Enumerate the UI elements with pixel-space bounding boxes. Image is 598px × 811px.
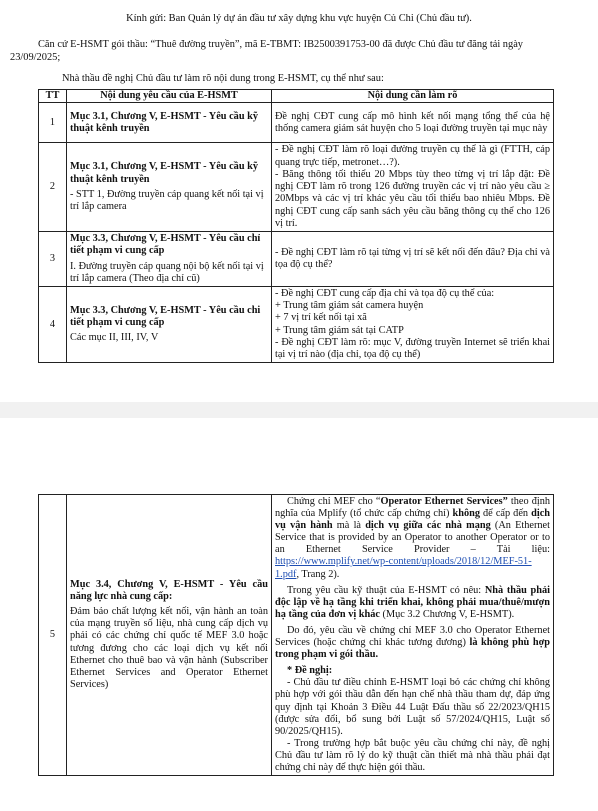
table-row <box>39 287 554 363</box>
table-row <box>39 103 554 143</box>
addressee-line: Kính gửi: Ban Quản lý dự án đầu tư xây dựng khu vực huyện Củ Chi (Chủ đầu tư). <box>126 13 472 24</box>
text-run: (An Ethernet Service that is provided by an Operator to another Operator or to an Ethernet Service Provider – Tài liệu: <box>275 520 550 556</box>
mef-document-link[interactable]: https://www.mplify.net/wp-content/uploads/2018/12/MEF-51-1.pdf <box>275 556 532 580</box>
mef-definition-paragraph <box>275 496 550 581</box>
text-run: để cấp đến <box>479 508 532 520</box>
requirement-title: Mục 3.3, Chương V, E-HSMT - Yêu cầu chỉ tiết phạm vi cung cấp <box>70 233 261 257</box>
text-run: theo định nghĩa của Mplify (tổ chức cấp chứng chỉ) <box>275 496 551 520</box>
requirement-cell <box>67 287 272 363</box>
clarification-text: - Băng thông tối thiểu 20 Mbps tùy theo từng vị trí lắp đặt: Đề nghị CĐT làm rõ trong 126 đường truyền các vị trí nào yêu cầu ≥ 20Mbps và các vị trí khác yêu cầu tối thiểu bao nhiêu Mbps. Đề nghị CĐT cung cấp sanh sách yêu cầu băng thông cụ thể cho 126 vị trí. <box>275 168 550 229</box>
table-row <box>39 232 554 287</box>
clarification-text: - Đề nghị CĐT làm rõ: mục V, đường truyền Internet sẽ triển khai tại vị trí nào (địa chỉ, tọa độ cụ thể) <box>275 336 550 361</box>
header-tt: TT <box>39 90 67 103</box>
bold-run: Nhà thầu phải độc lập về hạ tầng khi triển khai, không phải mua/thuê/mượn hạ tầng của đơn vị khác <box>275 584 551 620</box>
clarification-table-continued <box>38 494 554 776</box>
clarification-text: + Trung tâm giám sát camera huyện <box>275 300 424 312</box>
requirement-detail: Các mục II, III, IV, V <box>70 332 159 344</box>
header-requirement: Nội dung yêu cầu của E-HSMT <box>67 90 272 103</box>
text-run: (Mục 3.2 Chương V, E-HSMT). <box>379 608 515 620</box>
clarification-cell <box>272 232 554 287</box>
text-run: mà là <box>332 520 366 532</box>
row-number: 2 <box>39 143 67 232</box>
requirement-detail: - STT 1, Đường truyền cáp quang kết nối tại vị trí lắp camera <box>70 188 264 212</box>
request-line: Nhà thầu đề nghị Chủ đầu tư làm rõ nội dung trong E-HSMT, cụ thể như sau: <box>62 73 384 84</box>
table-row <box>39 495 554 776</box>
requirement-cell <box>67 232 272 287</box>
bold-run: dịch vụ giữa các nhà mạng <box>365 520 491 532</box>
requirement-title: Mục 3.1, Chương V, E-HSMT - Yêu cầu kỹ thuật kênh truyền <box>70 161 259 185</box>
bold-run: là không phù hợp trong phạm vi gói thầu. <box>275 637 551 661</box>
clarification-table <box>38 89 554 363</box>
clarification-text: - Đề nghị CĐT cung cấp địa chỉ và tọa độ cụ thể của: <box>275 288 495 300</box>
table-row <box>39 143 554 232</box>
requirement-title: Mục 3.1, Chương V, E-HSMT - Yêu cầu kỹ thuật kênh truyền <box>70 110 259 134</box>
requirement-cell <box>67 103 272 143</box>
row-number: 3 <box>39 232 67 287</box>
table-header-row <box>39 90 554 103</box>
bold-run: Operator Ethernet Services” <box>380 496 508 507</box>
requirement-detail: I. Đường truyền cáp quang nội bộ kết nối tại vị trí lắp camera (Theo địa chỉ cũ) <box>70 260 264 284</box>
bold-run: không <box>452 508 480 520</box>
clarification-text: - Đề nghị CĐT làm rõ loại đường truyền cụ thể là gì (FTTH, cáp quang trực tiếp, metronet…?). <box>275 144 550 168</box>
row-number: 4 <box>39 287 67 363</box>
requirement-title: Mục 3.4, Chương V, E-HSMT - Yêu cầu năng lực nhà cung cấp: <box>70 578 268 602</box>
proposal-heading: * Đề nghị: <box>287 665 333 677</box>
clarification-cell <box>272 103 554 143</box>
proposal-item: - Trong trường hợp bắt buộc yêu cầu chứng chỉ này, đề nghị Chủ đầu tư làm rõ lý do kỹ thuật cần thiết mà nhà thầu phải đạt chứng chỉ này để thực hiện gói thầu. <box>275 737 550 773</box>
clarification-text: + Trung tâm giám sát tại CATP <box>275 324 404 336</box>
proposal-item: - Chủ đầu tư điều chỉnh E-HSMT loại bỏ các chứng chỉ không phù hợp với gói thầu dẫn đến hạn chế nhà thầu tham dự, đáp ứng quy định tại Khoản 3 Điều 44 Luật Đấu thầu số 22/2023/QH15 (được sửa đổi, bổ sung bởi Luật số 57/2024/QH15, Luật số 90/2025/QH15). <box>275 677 550 737</box>
clarification-cell <box>272 143 554 232</box>
clarification-text: Đề nghị CĐT cung cấp mô hình kết nối mạng tổng thể của hệ thống camera giám sát huyện cho 5 loại đường truyền tại mục này <box>275 110 550 134</box>
document-page-1 <box>0 0 598 402</box>
text-run: , Trang 2). <box>296 568 340 580</box>
technical-requirement-paragraph <box>275 585 550 621</box>
header-clarification: Nội dung cần làm rõ <box>272 90 554 103</box>
row-number: 5 <box>39 495 67 776</box>
proposal-section <box>275 665 550 774</box>
conclusion-paragraph <box>275 625 550 661</box>
clarification-cell <box>272 287 554 363</box>
requirement-title: Mục 3.3, Chương V, E-HSMT - Yêu cầu chi tiết phạm vi cung cấp <box>70 304 261 329</box>
document-page-2 <box>0 418 598 811</box>
text-run: Trong yêu cầu kỹ thuật của E-HSMT có nêu: <box>287 584 485 596</box>
requirement-cell <box>67 495 272 776</box>
bold-run: dịch vụ vận hành <box>275 508 550 532</box>
clarification-cell <box>272 495 554 776</box>
text-run: Chứng chỉ MEF cho “ <box>287 496 381 507</box>
basis-paragraph: Căn cứ E-HSMT gói thầu: “Thuê đường truyền”, mã E-TBMT: IB2500391753-00 đã được Chủ đầu tư đăng tải ngày 23/09/2025; <box>10 39 524 63</box>
requirement-cell <box>67 143 272 232</box>
row-number: 1 <box>39 103 67 143</box>
text-run: Do đó, yêu cầu về chứng chỉ MEF 3.0 cho Operator Ethernet Services (hoặc chứng chỉ khác tương đương) <box>275 624 550 649</box>
clarification-text: - Đề nghị CĐT làm rõ tại từng vị trí sẽ kết nối đến đâu? Địa chỉ và tọa độ cụ thể? <box>275 246 550 271</box>
requirement-detail: Đảm bảo chất lượng kết nối, vận hành an toàn của mạng truyền số liệu, nhà cung cấp dịch vụ phải có các chứng chỉ quốc tế MEF 3.0 hoặc tương đương cho các loại dịch vụ kết nối Ethernet cho thuê bao và vận hành (Subscriber Ethernet Services and Operator Ethernet Services) <box>70 606 268 691</box>
clarification-text: + 7 vị trí kết nối tại xã <box>275 312 367 324</box>
